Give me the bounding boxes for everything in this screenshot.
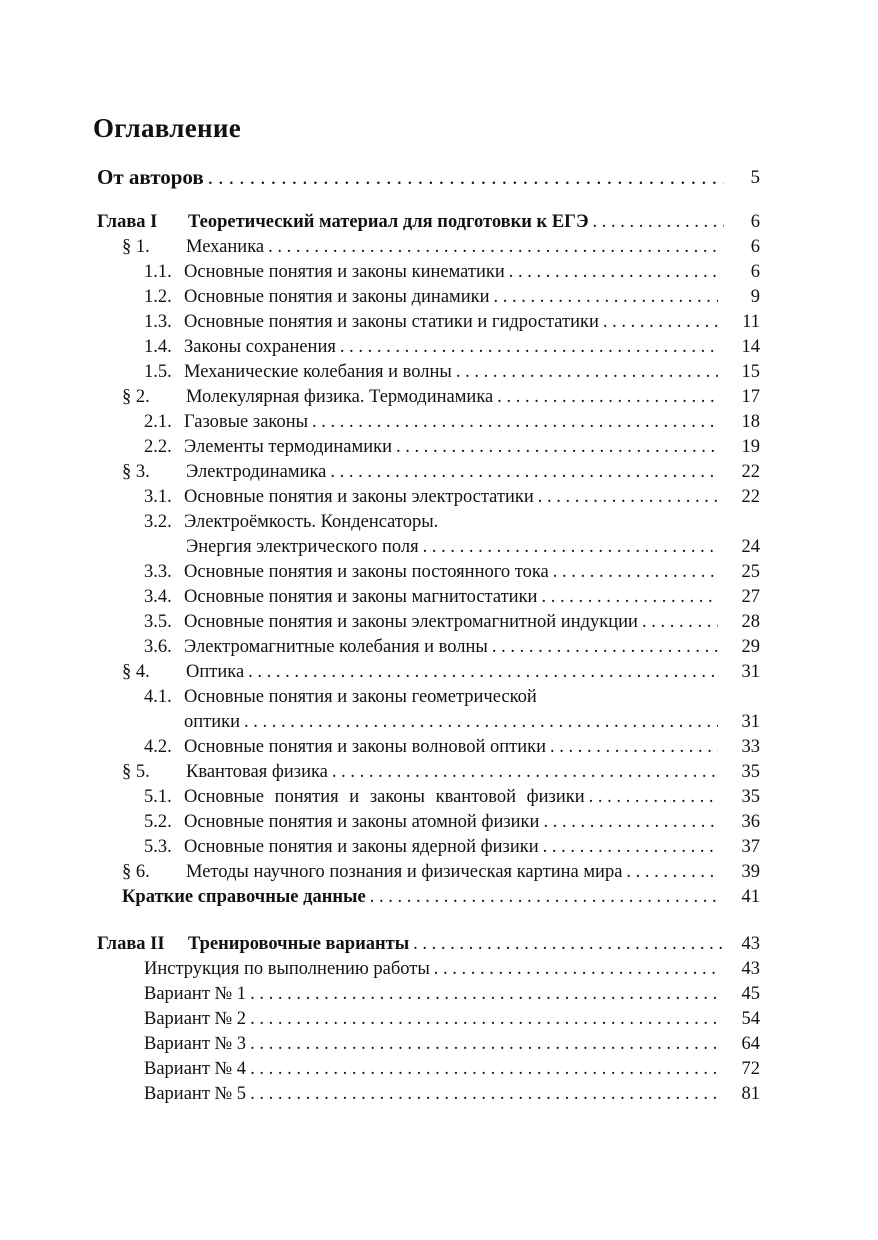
toc-section[interactable] [0, 760, 878, 785]
leader-dots [330, 460, 718, 485]
toc-page: 11 [742, 312, 760, 332]
leader-dots [413, 932, 724, 957]
toc-page: 27 [741, 587, 760, 607]
toc-label: Основные понятия и законы динамики [184, 287, 490, 307]
leader-dots [434, 957, 718, 982]
toc-subsection[interactable] [0, 785, 878, 810]
toc-label-continued: оптики [184, 712, 241, 732]
toc-page: 6 [750, 212, 760, 232]
subsection-number: 4.2. [144, 737, 172, 757]
toc-label: Основные понятия и законы электростатики [184, 487, 534, 507]
toc-subsection[interactable] [0, 485, 878, 510]
toc-item[interactable] [0, 1007, 878, 1032]
toc-label: Основные понятия и законы электромагнитной индукции [184, 612, 638, 632]
subsection-number: 3.6. [144, 637, 172, 657]
subsection-number: 1.2. [144, 287, 172, 307]
toc-label: Основные понятия и законы геометрической [184, 687, 537, 707]
toc-label: Основные понятия и законы статики и гидростатики [184, 312, 599, 332]
leader-dots [208, 165, 724, 190]
leader-dots [370, 885, 718, 910]
subsection-number: 3.5. [144, 612, 172, 632]
toc-section[interactable] [0, 460, 878, 485]
toc-label: Электромагнитные колебания и волны [184, 637, 488, 657]
toc-section[interactable] [0, 660, 878, 685]
leader-dots [543, 835, 718, 860]
toc-page: 22 [741, 487, 760, 507]
subsection-number: 5.3. [144, 837, 172, 857]
toc-section[interactable] [0, 235, 878, 260]
toc-subsection-line2[interactable] [0, 535, 878, 560]
toc-chapter-1[interactable] [0, 210, 878, 235]
leader-dots [312, 410, 718, 435]
toc-page: 19 [741, 437, 760, 457]
leader-dots [494, 285, 718, 310]
subsection-number: 1.5. [144, 362, 172, 382]
toc-label: Законы сохранения [184, 337, 336, 357]
toc-page: 81 [741, 1084, 760, 1104]
toc-label: Квантовая физика [186, 762, 328, 782]
toc-page: 25 [741, 562, 760, 582]
toc-subsection[interactable] [0, 285, 878, 310]
leader-dots [603, 310, 718, 335]
section-number: § 4. [122, 662, 150, 682]
toc-entry-preface[interactable] [0, 165, 878, 190]
leader-dots [248, 660, 718, 685]
toc-label: Вариант № 5 [144, 1084, 247, 1104]
leader-dots [541, 585, 718, 610]
leader-dots [456, 360, 718, 385]
toc-page: 45 [741, 984, 760, 1004]
toc-subsection[interactable] [0, 310, 878, 335]
toc-subsection[interactable] [0, 360, 878, 385]
toc-label: Вариант № 2 [144, 1009, 247, 1029]
toc-subsection[interactable] [0, 835, 878, 860]
toc-label: Основные понятия и законы волновой оптики [184, 737, 547, 757]
chapter-title: Теоретический материал для подготовки к ЕГЭ [188, 212, 589, 232]
toc-page: 22 [741, 462, 760, 482]
leader-dots [543, 810, 718, 835]
toc-item[interactable] [0, 1057, 878, 1082]
toc-subsection[interactable] [0, 635, 878, 660]
subsection-number: 1.1. [144, 262, 172, 282]
toc-page: 9 [750, 287, 760, 307]
toc-subsection[interactable] [0, 735, 878, 760]
leader-dots [550, 735, 718, 760]
subsection-number: 2.1. [144, 412, 172, 432]
subsection-number: 2.2. [144, 437, 172, 457]
subsection-number: 1.4. [144, 337, 172, 357]
toc-page: 37 [741, 837, 760, 857]
toc-label: Электроёмкость. Конденсаторы. [184, 512, 439, 532]
leader-dots [492, 635, 718, 660]
toc-page: 64 [741, 1034, 760, 1054]
toc-page: 28 [741, 612, 760, 632]
subsection-number: 3.4. [144, 587, 172, 607]
leader-dots [589, 785, 718, 810]
toc-subsection[interactable] [0, 435, 878, 460]
toc-page: 6 [750, 237, 760, 257]
toc-page: 36 [741, 812, 760, 832]
leader-dots [593, 210, 725, 235]
toc-label: Механические колебания и волны [184, 362, 452, 382]
toc-page: 31 [741, 662, 760, 682]
subsection-number: 1.3. [144, 312, 172, 332]
toc-page: 14 [741, 337, 760, 357]
section-number: § 5. [122, 762, 150, 782]
section-number: § 2. [122, 387, 150, 407]
toc-page: 43 [741, 959, 760, 979]
toc-label: Вариант № 4 [144, 1059, 247, 1079]
subsection-number: 4.1. [144, 687, 172, 707]
toc-subsection-line1[interactable] [0, 685, 878, 710]
leader-dots [244, 710, 718, 735]
toc-subsection[interactable] [0, 260, 878, 285]
toc-label: Основные понятия и законы постоянного тока [184, 562, 549, 582]
toc-label: Молекулярная физика. Термодинамика [186, 387, 494, 407]
toc-item[interactable] [0, 1032, 878, 1057]
toc-item[interactable] [0, 1082, 878, 1107]
toc-page: 33 [741, 737, 760, 757]
toc-label: Основные понятия и законы кинематики [184, 262, 505, 282]
toc-label: Вариант № 3 [144, 1034, 247, 1054]
chapter-number: Глава II [97, 934, 165, 954]
page-title: Оглавление [93, 113, 241, 143]
toc-label: Вариант № 1 [144, 984, 247, 1004]
toc-page: 6 [750, 262, 760, 282]
toc-subsection-line1[interactable] [0, 510, 878, 535]
chapter-number: Глава I [97, 212, 158, 232]
leader-dots [642, 610, 718, 635]
toc-subsection[interactable] [0, 585, 878, 610]
subsection-number: 5.2. [144, 812, 172, 832]
toc-page: 35 [741, 787, 760, 807]
toc-subsection[interactable] [0, 610, 878, 635]
toc-page: 5 [750, 167, 760, 188]
toc-label: Газовые законы [184, 412, 309, 432]
leader-dots [268, 235, 718, 260]
section-number: § 1. [122, 237, 150, 257]
subsection-number: 5.1. [144, 787, 172, 807]
chapter-title: Тренировочные варианты [188, 934, 410, 954]
toc-page: 39 [741, 862, 760, 882]
leader-dots [250, 1057, 718, 1082]
toc-label: Методы научного познания и физическая картина мира [186, 862, 623, 882]
toc-label: Инструкция по выполнению работы [144, 959, 430, 979]
leader-dots [423, 535, 718, 560]
leader-dots [250, 982, 718, 1007]
toc-label: Основные понятия и законы ядерной физики [184, 837, 539, 857]
leader-dots [626, 860, 718, 885]
leader-dots [497, 385, 718, 410]
toc-page: 31 [741, 712, 760, 732]
leader-dots [250, 1007, 718, 1032]
toc-label-continued: Энергия электрического поля [186, 537, 419, 557]
leader-dots [250, 1082, 718, 1107]
toc-page: 17 [741, 387, 760, 407]
toc-label: Оптика [186, 662, 245, 682]
toc-label: Основные понятия и законы магнитостатики [184, 587, 538, 607]
leader-dots [396, 435, 718, 460]
toc-page: 18 [741, 412, 760, 432]
leader-dots [340, 335, 718, 360]
subsection-number: 3.1. [144, 487, 172, 507]
toc-subsection[interactable] [0, 410, 878, 435]
toc-label: Основные понятия и законы атомной физики [184, 812, 540, 832]
toc-page: 41 [741, 887, 760, 907]
leader-dots [332, 760, 718, 785]
toc-page: 43 [741, 934, 760, 954]
toc-page: 29 [741, 637, 760, 657]
toc-label: От авторов [97, 165, 204, 189]
toc-subsection-line2[interactable] [0, 710, 878, 735]
toc-page: 15 [741, 362, 760, 382]
toc-section[interactable] [0, 385, 878, 410]
leader-dots [538, 485, 718, 510]
toc-item[interactable] [0, 957, 878, 982]
toc-subsection[interactable] [0, 810, 878, 835]
toc-label: Основные понятия и законы квантовой физики [184, 787, 585, 807]
subsection-number: 3.2. [144, 512, 172, 532]
toc-page: 54 [741, 1009, 760, 1029]
section-number: § 3. [122, 462, 150, 482]
toc-label: Краткие справочные данные [122, 887, 366, 907]
toc-chapter-2[interactable] [0, 932, 878, 957]
toc-page: 35 [741, 762, 760, 782]
toc-label: Элементы термодинамики [184, 437, 392, 457]
toc-label: Электродинамика [186, 462, 327, 482]
toc-reference[interactable] [0, 885, 878, 910]
leader-dots [553, 560, 718, 585]
leader-dots [250, 1032, 718, 1057]
toc-item[interactable] [0, 982, 878, 1007]
toc-page: 72 [741, 1059, 760, 1079]
toc-subsection[interactable] [0, 560, 878, 585]
toc-subsection[interactable] [0, 335, 878, 360]
section-number: § 6. [122, 862, 150, 882]
toc-page: 24 [741, 537, 760, 557]
leader-dots [509, 260, 718, 285]
toc-section[interactable] [0, 860, 878, 885]
toc-label: Механика [186, 237, 265, 257]
subsection-number: 3.3. [144, 562, 172, 582]
